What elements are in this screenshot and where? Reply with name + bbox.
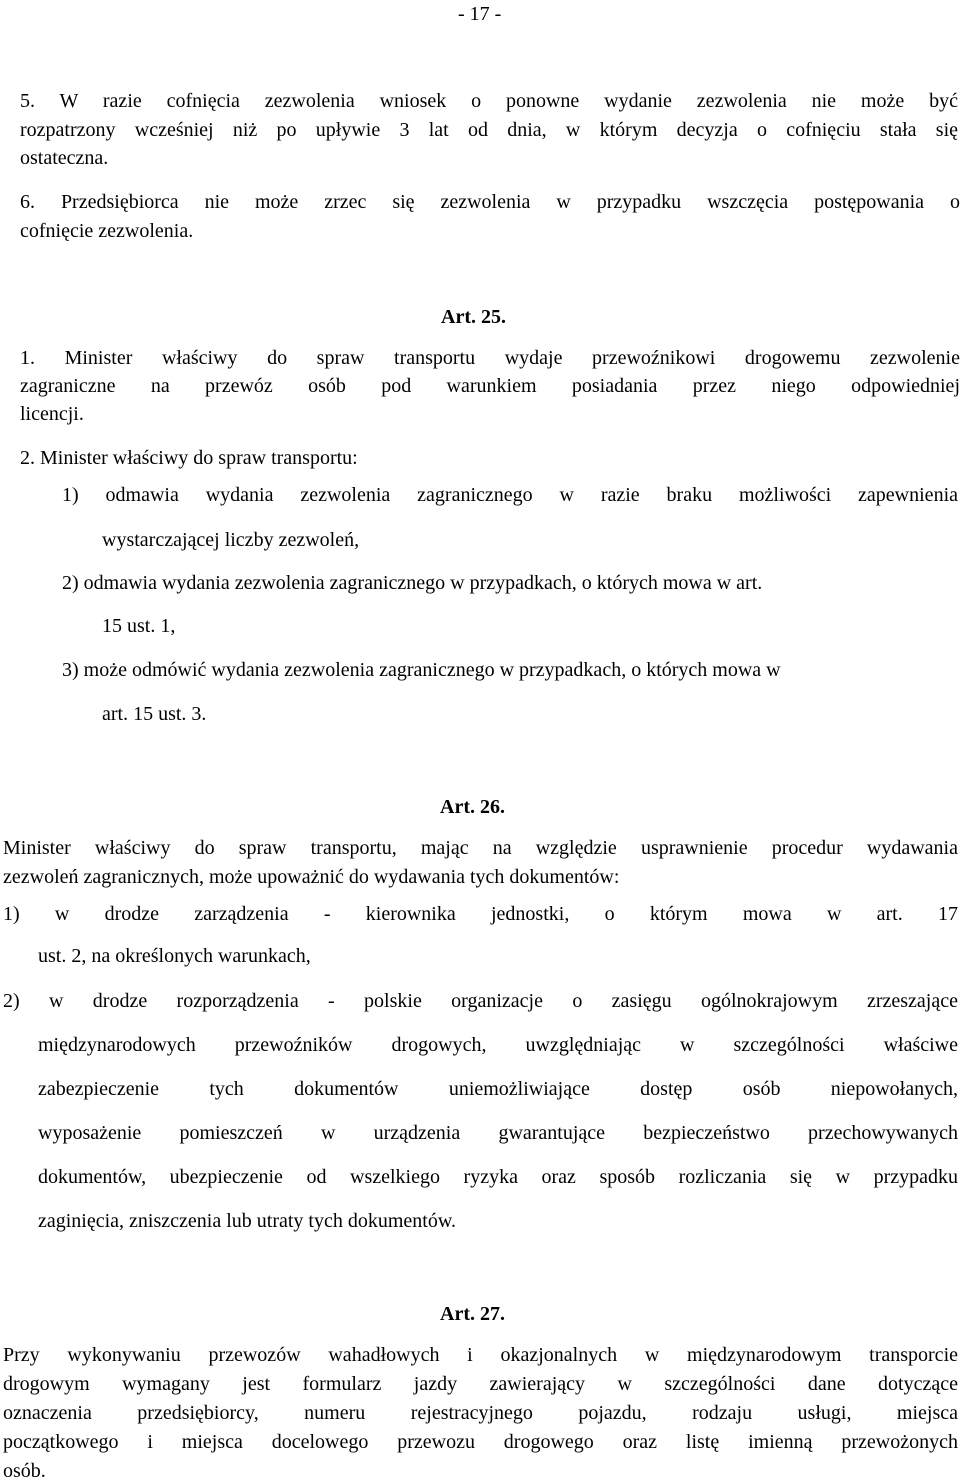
art25-paragraph-1-line: zagraniczne na przewóz osób pod warunkiem posiadania przez niego odpowiedniej: [20, 375, 960, 397]
art25-list-item: art. 15 ust. 3.: [102, 703, 207, 725]
art26-list-item: ust. 2, na określonych warunkach,: [38, 945, 311, 967]
art26-list-item: wyposażenie pomieszczeń w urządzenia gwarantujące bezpieczeństwo przechowywanych: [38, 1122, 958, 1144]
paragraph-5-line: ostateczna.: [20, 147, 109, 169]
paragraph-5-line: 5. W razie cofnięcia zezwolenia wniosek o ponowne wydanie zezwolenia nie może być: [20, 90, 958, 112]
art27-text-line: Przy wykonywaniu przewozów wahadłowych i okazjonalnych w międzynarodowym transporcie: [3, 1344, 958, 1366]
art26-list-item: dokumentów, ubezpieczenie od wszelkiego ryzyka oraz sposób rozliczania się w przypadku: [38, 1166, 958, 1188]
art26-list-item: międzynarodowych przewoźników drogowych, uwzględniając w szczególności właściwe: [38, 1034, 958, 1056]
art26-list-item: 1) w drodze zarządzenia - kierownika jednostki, o którym mowa w art. 17: [3, 903, 958, 925]
art25-paragraph-1-line: 1. Minister właściwy do spraw transportu wydaje przewoźnikowi drogowemu zezwolenie: [20, 347, 960, 369]
art26-list-item: 2) w drodze rozporządzenia - polskie organizacje o zasięgu ogólnokrajowym zrzeszające: [3, 990, 958, 1012]
page-number: - 17 -: [458, 3, 502, 25]
article-heading: Art. 27.: [440, 1303, 505, 1325]
art25-list-item: 1) odmawia wydania zezwolenia zagranicznego w razie braku możliwości zapewnienia: [62, 484, 958, 506]
paragraph-6-line: cofnięcie zezwolenia.: [20, 220, 194, 242]
art26-list-item: zaginięcia, zniszczenia lub utraty tych dokumentów.: [38, 1210, 456, 1232]
paragraph-5-line: rozpatrzony wcześniej niż po upływie 3 lat od dnia, w którym decyzja o cofnięciu stała się: [20, 119, 958, 141]
art27-text-line: drogowym wymagany jest formularz jazdy zawierający w szczególności dane dotyczące: [3, 1373, 958, 1395]
art27-text-line: oznaczenia przedsiębiorcy, numeru rejestracyjnego pojazdu, rodzaju usługi, miejsca: [3, 1402, 958, 1424]
art25-paragraph-2-intro: 2. Minister właściwy do spraw transportu:: [20, 447, 358, 469]
art25-paragraph-1-line: licencji.: [20, 403, 84, 425]
art25-list-item: 15 ust. 1,: [102, 615, 176, 637]
paragraph-6-line: 6. Przedsiębiorca nie może zrzec się zezwolenia w przypadku wszczęcia postępowania o: [20, 191, 960, 213]
art26-intro-line: zezwoleń zagranicznych, może upoważnić do wydawania tych dokumentów:: [3, 866, 620, 888]
article-heading: Art. 25.: [441, 306, 506, 328]
art27-text-line: początkowego i miejsca docelowego przewozu drogowego oraz listę imienną przewożonych: [3, 1431, 958, 1453]
art26-list-item: zabezpieczenie tych dokumentów uniemożliwiające dostęp osób niepowołanych,: [38, 1078, 958, 1100]
art25-list-item: 3) może odmówić wydania zezwolenia zagranicznego w przypadkach, o których mowa w: [62, 659, 781, 681]
art25-list-item: wystarczającej liczby zezwoleń,: [102, 529, 360, 551]
article-heading: Art. 26.: [440, 796, 505, 818]
art25-list-item: 2) odmawia wydania zezwolenia zagranicznego w przypadkach, o których mowa w art.: [62, 572, 763, 594]
art26-intro-line: Minister właściwy do spraw transportu, mając na względzie usprawnienie procedur wydawania: [3, 837, 958, 859]
art27-text-line: osób.: [3, 1460, 46, 1482]
